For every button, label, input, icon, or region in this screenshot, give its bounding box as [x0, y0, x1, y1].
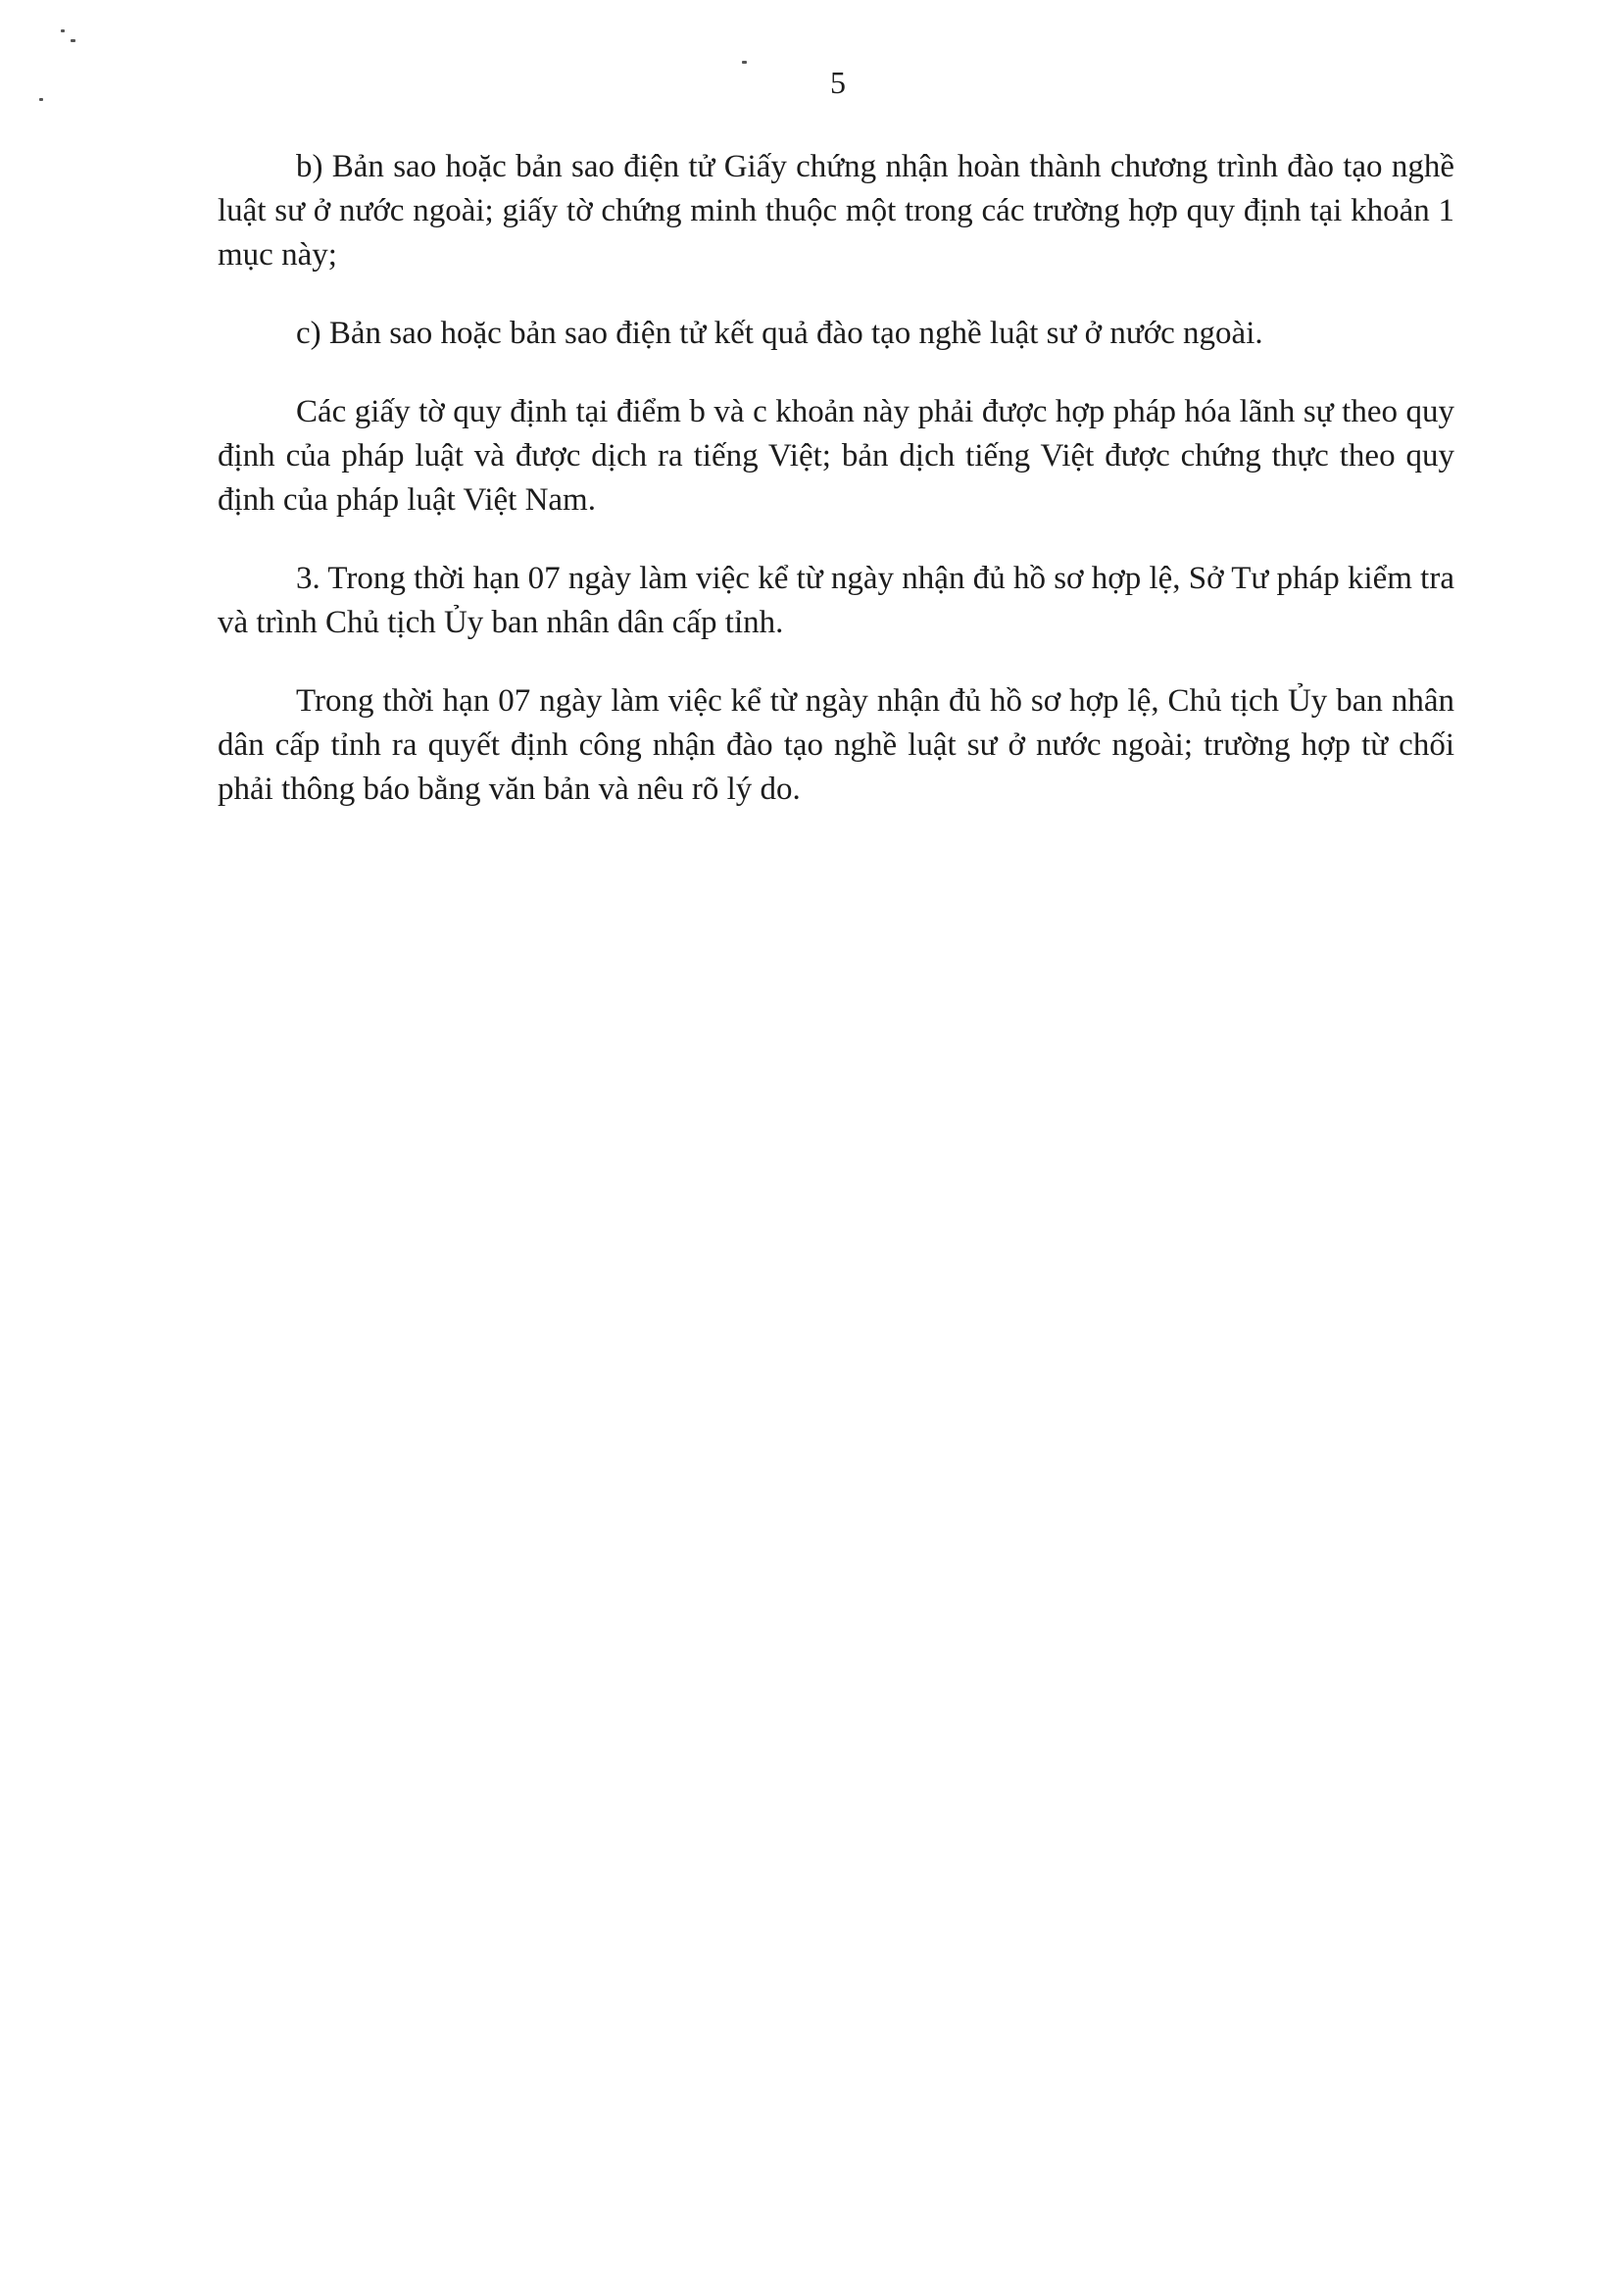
scan-speck: [71, 39, 75, 42]
paragraph-item-c: c) Bản sao hoặc bản sao điện tử kết quả đào tạo nghề luật sư ở nước ngoài.: [296, 316, 1263, 351]
page-number: 5: [830, 65, 846, 100]
paragraph-section-3: 3. Trong thời hạn 07 ngày làm việc kể từ ngày nhận đủ hồ sơ hợp lệ, Sở Tư pháp kiểm tra và trình Chủ tịch Ủy ban nhân dân cấp tỉnh.: [218, 561, 1454, 640]
scan-speck: [61, 29, 65, 32]
paragraph-decision-deadline: Trong thời hạn 07 ngày làm việc kể từ ngày nhận đủ hồ sơ hợp lệ, Chủ tịch Ủy ban nhân dân cấp tỉnh ra quyết định công nhận đào tạo nghề luật sư ở nước ngoài; trường hợp từ chối phải thông báo bằng văn bản và nêu rõ lý do.: [218, 683, 1454, 807]
document-body: [218, 145, 1454, 846]
paragraph-legalization-note: Các giấy tờ quy định tại điểm b và c khoản này phải được hợp pháp hóa lãnh sự theo quy định của pháp luật và được dịch ra tiếng Việt; bản dịch tiếng Việt được chứng thực theo quy định của pháp luật Việt Nam.: [218, 394, 1454, 518]
paragraph-item-b: b) Bản sao hoặc bản sao điện tử Giấy chứng nhận hoàn thành chương trình đào tạo nghề luật sư ở nước ngoài; giấy tờ chứng minh thuộc một trong các trường hợp quy định tại khoản 1 mục này;: [218, 149, 1454, 273]
